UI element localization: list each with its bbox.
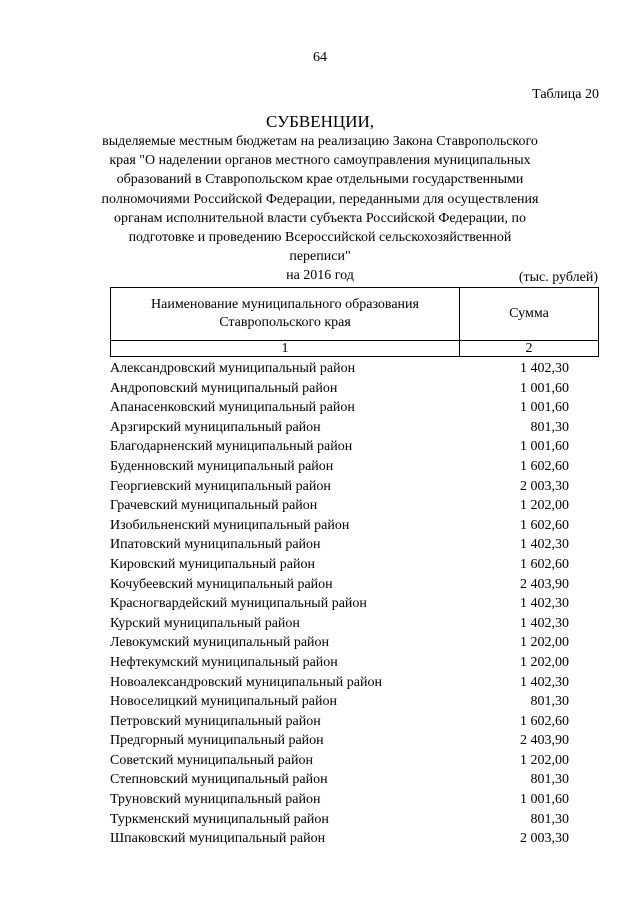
subheading-line: подготовке и проведению Всероссийской сельскохозяйственной переписи" [128, 230, 512, 265]
table-row [110, 810, 599, 830]
table-row [110, 516, 599, 536]
row-municipality-name: Новоселицкий муниципальный район [110, 694, 337, 710]
table-row [110, 398, 599, 418]
row-sum: 1 001,60 [520, 439, 569, 455]
table-row [110, 614, 599, 634]
row-municipality-name: Красногвардейский муниципальный район [110, 596, 367, 612]
table-row [110, 457, 599, 477]
table-row [110, 731, 599, 751]
row-sum: 1 402,30 [520, 615, 569, 631]
row-municipality-name: Ипатовский муниципальный район [110, 537, 321, 553]
row-municipality-name: Апанасенковский муниципальный район [110, 400, 355, 416]
column-header-sum: Сумма [460, 288, 599, 341]
row-sum: 2 403,90 [520, 576, 569, 592]
table-row [110, 790, 599, 810]
row-sum: 801,30 [530, 811, 569, 827]
table-row [110, 751, 599, 771]
table-row [110, 575, 599, 595]
table-body [110, 359, 599, 849]
table-row [110, 633, 599, 653]
table-row [110, 535, 599, 555]
row-municipality-name: Арзгирский муниципальный район [110, 419, 321, 435]
table-row [110, 477, 599, 497]
column-header-name [111, 288, 460, 341]
subheading-line: на 2016 год [286, 268, 354, 284]
table-row [110, 673, 599, 693]
table-row [110, 359, 599, 379]
table-label: Таблица 20 [532, 87, 599, 102]
row-sum: 1 202,00 [520, 498, 569, 514]
row-municipality-name: Петровский муниципальный район [110, 713, 321, 729]
units-label: (тыс. рублей) [518, 270, 598, 285]
subheading-line: края "О наделении органов местного самоуправления муниципальных [109, 153, 531, 169]
table-header [110, 287, 599, 357]
table-row [110, 770, 599, 790]
row-sum: 1 001,60 [520, 792, 569, 808]
table-row [110, 437, 599, 457]
row-sum: 1 602,60 [520, 556, 569, 572]
row-municipality-name: Кочубеевский муниципальный район [110, 576, 333, 592]
row-municipality-name: Буденновский муниципальный район [110, 458, 334, 474]
row-municipality-name: Андроповский муниципальный район [110, 380, 338, 396]
row-sum: 2 403,90 [520, 733, 569, 749]
row-sum: 2 003,30 [520, 831, 569, 847]
subheading-line: выделяемые местным бюджетам на реализацию Закона Ставропольского [102, 134, 538, 149]
table-row [110, 594, 599, 614]
table-row [110, 653, 599, 673]
row-municipality-name: Шпаковский муниципальный район [110, 831, 326, 847]
row-sum: 2 003,30 [520, 478, 569, 494]
row-municipality-name: Левокумский муниципальный район [110, 635, 330, 651]
table-row [110, 379, 599, 399]
subheading-line: образований в Ставропольском крае отдельными государственными [116, 172, 524, 188]
row-sum: 1 402,30 [520, 596, 569, 612]
row-sum: 801,30 [530, 772, 569, 788]
row-municipality-name: Изобильненский муниципальный район [110, 517, 350, 533]
column-header-name-line: Ставропольского края [219, 315, 351, 330]
table-row [110, 496, 599, 516]
row-sum: 1 602,60 [520, 458, 569, 474]
page-number: 64 [313, 50, 327, 65]
row-municipality-name: Георгиевский муниципальный район [110, 478, 331, 494]
column-header-name-line: Наименование муниципального образования [151, 297, 419, 312]
table-row [110, 829, 599, 849]
table-row [110, 555, 599, 575]
row-sum: 1 001,60 [520, 380, 569, 396]
row-sum: 1 402,30 [520, 537, 569, 553]
document-heading: СУБВЕНЦИИ, [266, 112, 374, 131]
column-number-1: 1 [111, 341, 460, 357]
column-number-2: 2 [460, 341, 599, 357]
row-municipality-name: Труновский муниципальный район [110, 792, 321, 808]
row-sum: 1 202,00 [520, 635, 569, 651]
row-sum: 1 402,30 [520, 674, 569, 690]
row-municipality-name: Новоалександровский муниципальный район [110, 674, 382, 690]
row-municipality-name: Степновский муниципальный район [110, 772, 328, 788]
row-sum: 1 001,60 [520, 400, 569, 416]
subheading-line: органам исполнительной власти субъекта Российской Федерации, по [114, 210, 526, 226]
row-sum: 1 402,30 [520, 361, 569, 376]
row-municipality-name: Курский муниципальный район [110, 615, 300, 631]
row-municipality-name: Александровский муниципальный район [110, 361, 356, 376]
row-municipality-name: Советский муниципальный район [110, 752, 313, 768]
row-municipality-name: Благодарненский муниципальный район [110, 439, 353, 455]
row-sum: 801,30 [530, 694, 569, 710]
document-subheading [100, 132, 540, 286]
table-row [110, 418, 599, 438]
row-sum: 801,30 [530, 419, 569, 435]
row-municipality-name: Кировский муниципальный район [110, 556, 315, 572]
row-sum: 1 602,60 [520, 713, 569, 729]
table-row [110, 712, 599, 732]
row-municipality-name: Туркменский муниципальный район [110, 811, 329, 827]
row-sum: 1 202,00 [520, 752, 569, 768]
row-municipality-name: Грачевский муниципальный район [110, 498, 318, 514]
row-municipality-name: Нефтекумский муниципальный район [110, 654, 338, 670]
row-sum: 1 202,00 [520, 654, 569, 670]
subheading-line: полномочиями Российской Федерации, переданными для осуществления [101, 191, 539, 207]
row-sum: 1 602,60 [520, 517, 569, 533]
row-municipality-name: Предгорный муниципальный район [110, 733, 324, 749]
table-row [110, 692, 599, 712]
